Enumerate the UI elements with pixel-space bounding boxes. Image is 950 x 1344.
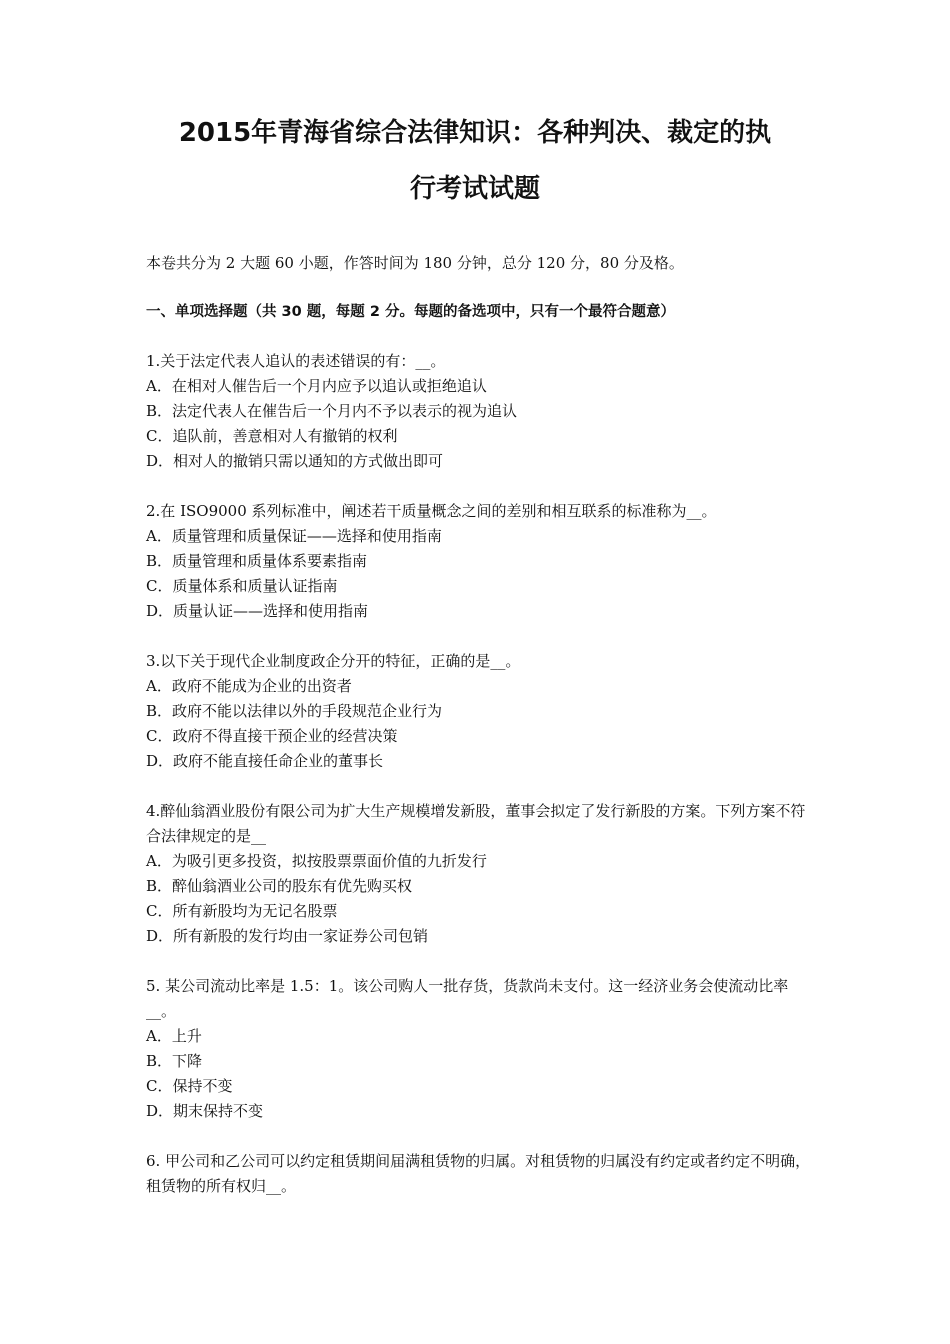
option-d: D．质量认证——选择和使用指南 xyxy=(146,602,369,620)
option-b: B．法定代表人在催告后一个月内不予以表示的视为追认 xyxy=(146,402,518,420)
option-a: A．政府不能成为企业的出资者 xyxy=(146,677,352,695)
option-d: D．期末保持不变 xyxy=(146,1102,264,1120)
document-title-line-2: 行考试试题 xyxy=(409,174,540,204)
option-b: B．醉仙翁酒业公司的股东有优先购买权 xyxy=(146,877,413,895)
document-title-line-1: 2015年青海省综合法律知识：各种判决、裁定的执 xyxy=(178,118,772,148)
question-2 xyxy=(146,499,816,624)
document-body xyxy=(146,251,816,1224)
option-b: B．质量管理和质量体系要素指南 xyxy=(146,552,368,570)
option-d: D．相对人的撤销只需以通知的方式做出即可 xyxy=(146,452,444,470)
option-c: C．质量体系和质量认证指南 xyxy=(146,577,338,595)
exam-intro: 本卷共分为 2 大题 60 小题，作答时间为 180 分钟，总分 120 分，80 分及格。 xyxy=(146,254,684,272)
option-b: B．政府不能以法律以外的手段规范企业行为 xyxy=(146,702,443,720)
option-a: A．在相对人催告后一个月内应予以追认或拒绝追认 xyxy=(146,377,487,395)
option-c: C．所有新股均为无记名股票 xyxy=(146,902,338,920)
option-d: D．所有新股的发行均由一家证券公司包销 xyxy=(146,927,429,945)
question-text: 5. 某公司流动比率是 1.5：1。该公司购人一批存货，货款尚未支付。这一经济业务会使流动比率__。 xyxy=(146,977,789,1020)
question-3 xyxy=(146,649,816,774)
question-6 xyxy=(146,1149,816,1199)
option-c: C．保持不变 xyxy=(146,1077,233,1095)
section-heading: 一、单项选择题（共 30 题，每题 2 分。每题的备选项中，只有一个最符合题意） xyxy=(146,304,675,320)
option-a: A．上升 xyxy=(146,1027,202,1045)
question-text: 6. 甲公司和乙公司可以约定租赁期间届满租赁物的归属。对租赁物的归属没有约定或者约定不明确，租赁物的所有权归__。 xyxy=(146,1152,811,1195)
question-4 xyxy=(146,799,816,949)
question-text: 3.以下关于现代企业制度政企分开的特征，正确的是__。 xyxy=(146,652,521,670)
option-c: C．政府不得直接干预企业的经营决策 xyxy=(146,727,398,745)
question-text: 1.关于法定代表人追认的表述错误的有：__。 xyxy=(146,352,446,370)
question-text: 2.在 ISO9000 系列标准中，阐述若干质量概念之间的差别和相互联系的标准称为__。 xyxy=(146,502,717,520)
option-d: D．政府不能直接任命企业的董事长 xyxy=(146,752,384,770)
question-1 xyxy=(146,349,816,474)
option-b: B．下降 xyxy=(146,1052,203,1070)
option-a: A．为吸引更多投资，拟按股票票面价值的九折发行 xyxy=(146,852,487,870)
question-text: 4.醉仙翁酒业股份有限公司为扩大生产规模增发新股，董事会拟定了发行新股的方案。下列方案不符合法律规定的是__ xyxy=(146,802,806,845)
option-c: C．追队前，善意相对人有撤销的权利 xyxy=(146,427,398,445)
question-5 xyxy=(146,974,816,1124)
option-a: A．质量管理和质量保证——选择和使用指南 xyxy=(146,527,442,545)
